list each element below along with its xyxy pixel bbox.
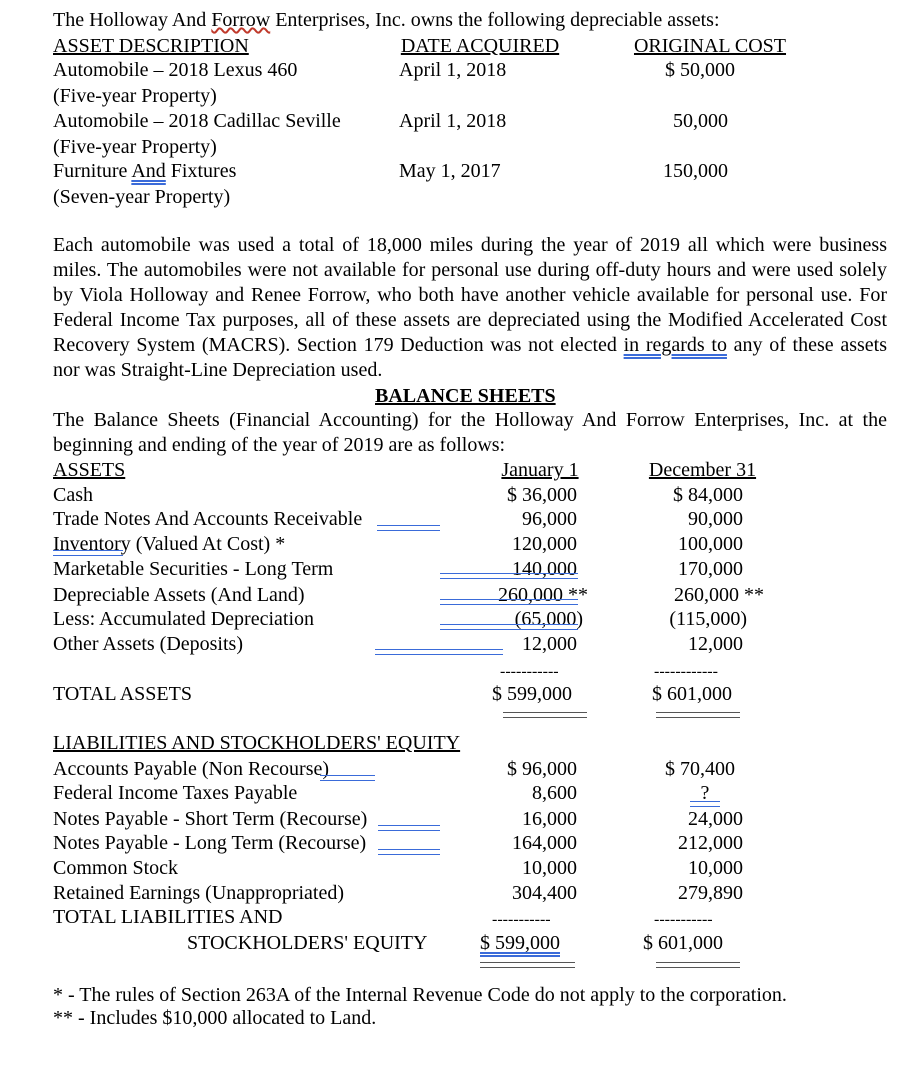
double-rule-dec-assets [656,712,740,718]
double-rule-jan-assets [503,712,587,718]
paragraph-end: any of these assets nor was Straight-Line Depreciation used. [53,334,887,381]
footnote-1-text: - The rules of Section 263A of the Internal Revenue Code do not apply to the corporation. [63,984,787,1006]
col-december: December 31 [648,459,757,481]
intro-line [53,8,720,32]
liab-dec-accounts-payable: $ 70,400 [665,758,735,780]
asset-dec-cash: $ 84,000 [673,484,743,506]
double-rule-dec-liab [656,962,740,968]
asset-row-2-class: (Five-year Property) [53,136,217,158]
asset-row-1-description: Automobile – 2018 Lexus 460 [53,59,298,81]
asset-row-1-date: April 1, 2018 [399,59,507,81]
liab-label-income-taxes: Federal Income Taxes Payable [53,782,298,804]
total-liab-dec: $ 601,000 [643,932,723,954]
liab-dec-notes-long: 212,000 [678,832,743,854]
asset-jan-other: 12,000 [522,633,577,655]
liab-label-retained-earnings: Retained Earnings (Unappropriated) [53,882,345,904]
dashes-dec-liab: ----------- [654,911,713,928]
asset-jan-depreciable: 260,000 ** [498,584,588,606]
liab-label-accounts-payable: Accounts Payable (Non Recourse) [53,758,330,780]
asset-row-3-description-b: And [131,160,166,182]
total-assets-label: TOTAL ASSETS [53,683,192,705]
intro-suffix: Enterprises, Inc. owns the following depreciable assets: [270,9,720,31]
liab-label-common-stock: Common Stock [53,857,179,879]
liab-jan-notes-long: 164,000 [512,832,577,854]
asset-jan-inventory: 120,000 [512,533,577,555]
asset-row-2-cost: 50,000 [673,110,728,132]
asset-row-3-date: May 1, 2017 [399,160,501,182]
liab-dec-common-stock: 10,000 [688,857,743,879]
liab-jan-notes-short: 16,000 [522,808,577,830]
mark-line [375,649,503,655]
footnote-2 [53,1006,376,1030]
paragraph-main: Each automobile was used a total of 18,000 miles during the year of 2019 all which were business miles. The automobiles were not available for personal use during off-duty hours and were used solely by Viola Holloway and Renee Forrow, who both have another vehicle available for personal use. For Federal Income Tax purposes, all of these assets are depreciated using the Modified Accelerated Cost Recovery System (MACRS). Section 179 Deduction was not elected [53,234,887,356]
asset-dec-depreciable: 260,000 ** [674,584,764,606]
asset-row-3-description-a: Furniture [53,160,132,182]
mark-line [690,801,720,807]
liab-label-notes-short: Notes Payable - Short Term (Recourse) [53,808,368,830]
total-liab-jan: $ 599,000 [480,932,560,954]
asset-row-3-description-c: Fixtures [165,160,237,182]
mark-line [53,550,123,556]
liab-jan-common-stock: 10,000 [522,857,577,879]
dashes-dec-assets: ------------ [654,663,718,680]
asset-dec-other: 12,000 [688,633,743,655]
footnote-1-mark: * [53,984,63,1006]
mark-line [440,599,578,605]
liab-dec-retained-earnings: 279,890 [678,882,743,904]
liabilities-title: LIABILITIES AND STOCKHOLDERS' EQUITY [53,732,461,754]
liab-label-notes-long: Notes Payable - Long Term (Recourse) [53,832,367,854]
balance-intro: The Balance Sheets (Financial Accounting) for the Holloway And Forrow Enterprises, Inc. at the beginning and ending of the year of 2019 are as follows: [53,409,887,456]
liab-dec-notes-short: 24,000 [688,808,743,830]
col-january: January 1 [501,459,579,481]
mark-line [320,775,375,781]
total-liab-label-1: TOTAL LIABILITIES AND [53,906,283,928]
description-paragraph [53,233,887,383]
asset-jan-securities: 140,000 [512,558,577,580]
asset-jan-cash: $ 36,000 [507,484,577,506]
dashes-jan-assets: ----------- [500,663,559,680]
intro-prefix: The Holloway And [53,9,212,31]
asset-label-cash: Cash [53,484,93,506]
asset-row-3-cost: 150,000 [663,160,728,182]
liab-jan-income-taxes: 8,600 [532,782,577,804]
asset-dec-accum-depreciation: (115,000) [669,608,747,630]
liab-jan-retained-earnings: 304,400 [512,882,577,904]
asset-row-2-date: April 1, 2018 [399,110,507,132]
total-liab-label-2: STOCKHOLDERS' EQUITY [187,932,428,954]
asset-jan-receivables: 96,000 [522,508,577,530]
footnote-2-text: - Includes $10,000 allocated to Land. [73,1007,377,1029]
double-rule-jan-liab [480,962,575,968]
mark-line [378,849,440,855]
mark-line [440,624,578,630]
asset-row-3-description [53,159,236,183]
footnote-2-mark: ** [53,1007,73,1029]
asset-label-other: Other Assets (Deposits) [53,633,243,655]
liab-jan-accounts-payable: $ 96,000 [507,758,577,780]
paragraph-underlined: in regards to [623,334,727,356]
asset-dec-receivables: 90,000 [688,508,743,530]
total-assets-jan: $ 599,000 [492,683,572,705]
balance-sheets-heading: BALANCE SHEETS [375,385,556,407]
asset-row-1-cost: $ 50,000 [665,59,735,81]
mark-line [377,525,440,531]
asset-label-securities: Marketable Securities - Long Term [53,558,334,580]
mark-line [378,825,440,831]
liab-dec-income-taxes: ? [700,782,710,804]
header-asset-description: ASSET DESCRIPTION [53,35,249,57]
dashes-jan-liab: ----------- [492,911,551,928]
intro-company-name: Forrow [211,9,271,31]
asset-row-2-description: Automobile – 2018 Cadillac Seville [53,110,341,132]
footnote-1 [53,983,787,1007]
mark-line [440,573,578,579]
total-assets-dec: $ 601,000 [652,683,732,705]
asset-label-receivables: Trade Notes And Accounts Receivable [53,508,363,530]
header-original-cost: ORIGINAL COST [633,35,787,57]
asset-label-inventory: Inventory (Valued At Cost) * [53,533,286,555]
asset-jan-accum-depreciation: (65,000) [514,608,583,630]
asset-row-1-class: (Five-year Property) [53,85,217,107]
assets-title: ASSETS [53,459,126,481]
asset-dec-securities: 170,000 [678,558,743,580]
asset-label-depreciable: Depreciable Assets (And Land) [53,584,305,606]
asset-row-3-class: (Seven-year Property) [53,186,231,208]
asset-dec-inventory: 100,000 [678,533,743,555]
asset-label-accum-depreciation: Less: Accumulated Depreciation [53,608,315,630]
header-date-acquired: DATE ACQUIRED [400,35,560,57]
